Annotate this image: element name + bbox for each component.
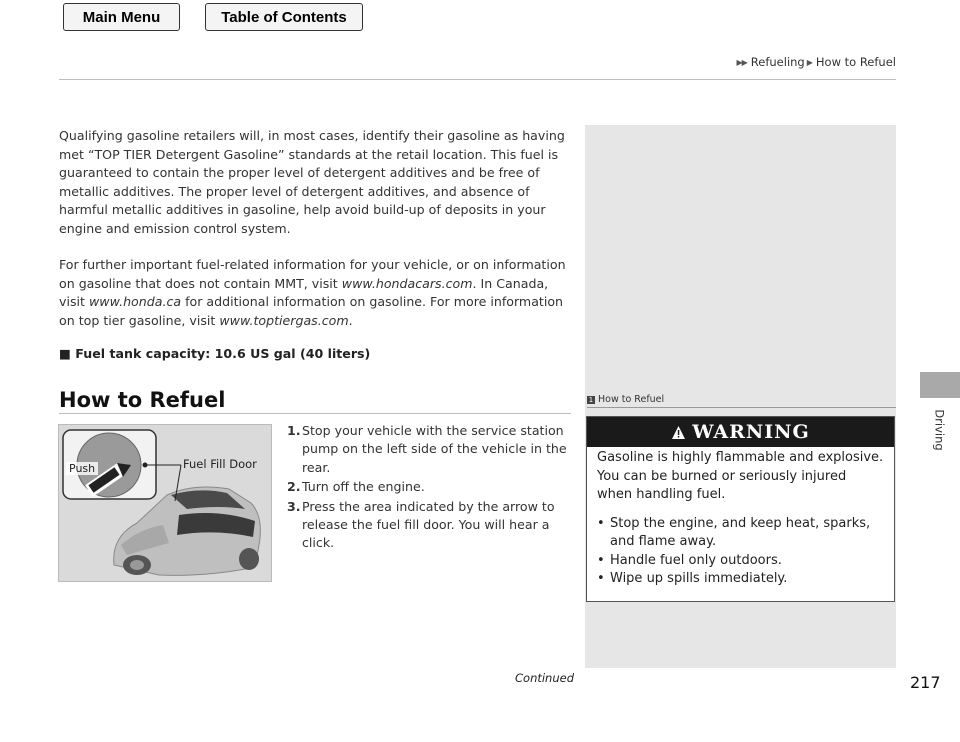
header-divider — [59, 79, 896, 80]
list-item: • Handle fuel only outdoors. — [597, 552, 782, 568]
main-menu-button[interactable]: Main Menu — [63, 3, 180, 31]
car-rear-illustration — [59, 425, 272, 582]
fuel-door-illustration — [58, 424, 272, 582]
breadcrumb-refueling[interactable]: Refueling — [750, 55, 805, 69]
warning-list — [597, 515, 884, 589]
breadcrumb — [736, 55, 896, 69]
sidebar-heading: 1 How to Refuel — [588, 394, 665, 405]
figure-label-fuel-door: Fuel Fill Door — [183, 457, 257, 471]
figure-label-push: Push — [66, 462, 98, 475]
fuel-capacity-heading: ■ Fuel tank capacity: 10.6 US gal (40 liters) — [59, 346, 371, 361]
square-bullet-icon: ■ — [59, 346, 71, 361]
link-hondacars[interactable]: www.hondacars.com — [341, 275, 473, 291]
list-item: 2. Turn off the engine. — [287, 479, 425, 495]
table-of-contents-button[interactable]: Table of Contents — [205, 3, 363, 31]
warning-header — [587, 417, 894, 447]
double-arrow-icon: ▶▶ — [736, 57, 747, 67]
continued-label: Continued — [515, 671, 575, 685]
section-title: How to Refuel — [59, 388, 226, 412]
link-honda-ca[interactable]: www.honda.ca — [88, 294, 182, 310]
sidebar-divider — [587, 407, 896, 408]
page-number: 217 — [910, 673, 941, 692]
warning-triangle-icon — [671, 425, 686, 440]
reference-box-icon: 1 — [588, 395, 594, 404]
paragraph-fuel-info: For further important fuel-related information for your vehicle, or on information on gasoline that does not contain MMT, visit www.hondacars.com. In Canada, visit www.honda.ca for additional information on gasoline. For more information on top tier gasoline, visit www.toptiergas.com. — [59, 257, 566, 328]
warning-text: Gasoline is highly flammable and explosive. You can be burned or seriously injured when handling fuel. — [597, 450, 884, 502]
section-tab-marker — [920, 372, 960, 398]
breadcrumb-how-to-refuel[interactable]: How to Refuel — [815, 55, 896, 69]
warning-box — [586, 416, 895, 602]
section-tab-label: Driving — [933, 409, 947, 451]
arrow-icon: ▶ — [806, 57, 812, 67]
section-divider — [59, 413, 571, 414]
list-item: • Wipe up spills immediately. — [597, 571, 788, 586]
list-item: 1. Stop your vehicle with the service station pump on the left side of the vehicle in the rear. — [287, 423, 567, 475]
list-item: 3. Press the area indicated by the arrow to release the fuel fill door. You will hear a click. — [287, 498, 555, 551]
warning-title: WARNING — [692, 421, 810, 443]
list-item: • Stop the engine, and keep heat, sparks, and flame away. — [597, 515, 871, 549]
link-toptiergas[interactable]: www.toptiergas.com — [219, 312, 349, 328]
paragraph-top-tier: Qualifying gasoline retailers will, in most cases, identify their gasoline as having met “TOP TIER Detergent Gasoline” standards at the retail location. This fuel is guaranteed to contain the proper level of detergent additives and be free of metallic additives. The proper level of detergent additives, and absence of harmful metallic additives in gasoline, help avoid build-up of deposits in your engine and emission control system. — [59, 128, 565, 236]
refuel-steps — [287, 422, 569, 554]
